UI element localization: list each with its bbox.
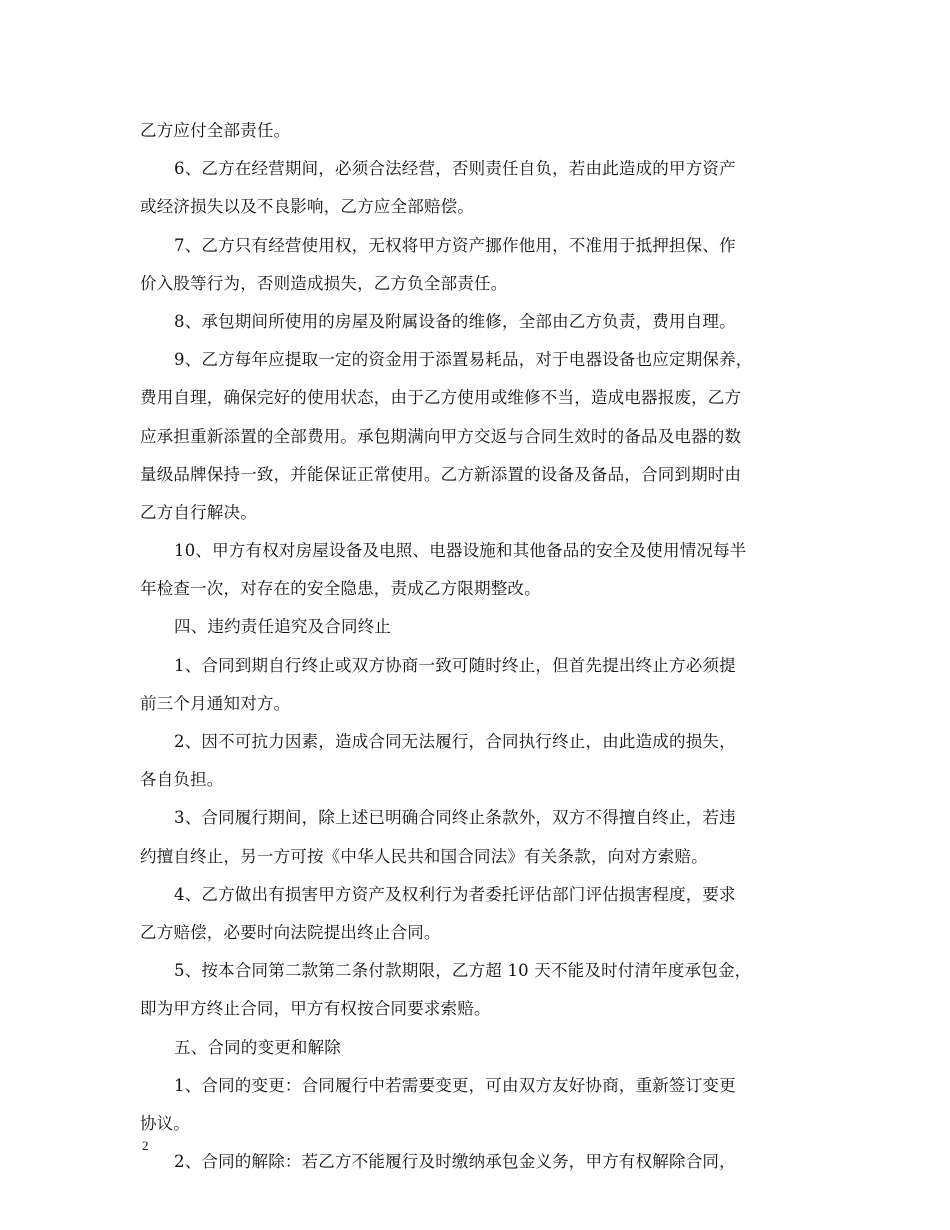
text-line: 年检查一次，对存在的安全隐患，责成乙方限期整改。 bbox=[140, 579, 541, 599]
text-line: 乙方自行解决。 bbox=[140, 502, 257, 522]
text-line: 4、乙方做出有损害甲方资产及权利行为者委托评估部门评估损害程度，要求 bbox=[174, 884, 736, 904]
text-line: 价入股等行为，否则造成损失，乙方负全部责任。 bbox=[140, 273, 508, 293]
text-line: 量级品牌保持一致，并能保证正常使用。乙方新添置的设备及备品，合同到期时由 bbox=[140, 464, 742, 484]
text-line: 3、合同履行期间，除上述已明确合同终止条款外，双方不得擅自终止，若违 bbox=[174, 808, 736, 828]
text-line: 协议。 bbox=[140, 1113, 191, 1133]
text-line: 前三个月通知对方。 bbox=[140, 693, 291, 713]
text-line: 1、合同到期自行终止或双方协商一致可随时终止，但首先提出终止方必须提 bbox=[174, 655, 736, 675]
text-line: 5、按本合同第二款第二条付款期限，乙方超 10 天不能及时付清年度承包金， bbox=[174, 961, 752, 981]
text-line: 10、甲方有权对房屋设备及电照、电器设施和其他备品的安全及使用情况每半 bbox=[174, 541, 747, 561]
page-number: 2 bbox=[142, 1138, 149, 1153]
text-line: 9、乙方每年应提取一定的资金用于添置易耗品，对于电器设备也应定期保养， bbox=[174, 350, 753, 370]
text-line: 或经济损失以及不良影响，乙方应全部赔偿。 bbox=[140, 197, 474, 217]
text-line: 五、合同的变更和解除 bbox=[174, 1037, 341, 1057]
text-line: 乙方应付全部责任。 bbox=[140, 121, 291, 140]
text-line: 2、因不可抗力因素，造成合同无法履行，合同执行终止，由此造成的损失， bbox=[174, 732, 736, 751]
text-line: 应承担重新添置的全部费用。承包期满向甲方交返与合同生效时的备品及电器的数 bbox=[140, 426, 742, 446]
text-line: 乙方赔偿，必要时向法院提出终止合同。 bbox=[140, 922, 441, 942]
text-line: 即为甲方终止合同，甲方有权按合同要求索赔。 bbox=[140, 999, 491, 1019]
text-line: 四、违约责任追究及合同终止 bbox=[174, 617, 392, 637]
text-line: 6、乙方在经营期间，必须合法经营，否则责任自负，若由此造成的甲方资产 bbox=[174, 159, 736, 179]
contract-body-text bbox=[140, 112, 812, 1181]
document-page bbox=[140, 112, 812, 1181]
text-line: 1、合同的变更：合同履行中若需要变更，可由双方友好协商，重新签订变更 bbox=[174, 1075, 736, 1095]
text-line: 7、乙方只有经营使用权，无权将甲方资产挪作他用，不准用于抵押担保、作 bbox=[174, 235, 736, 255]
text-line: 各自负担。 bbox=[140, 770, 224, 790]
text-line: 8、承包期间所使用的房屋及附属设备的维修，全部由乙方负责，费用自理。 bbox=[174, 311, 736, 331]
text-line: 2、合同的解除：若乙方不能履行及时缴纳承包金义务，甲方有权解除合同， bbox=[174, 1152, 736, 1172]
text-line: 费用自理，确保完好的使用状态，由于乙方使用或维修不当，造成电器报废，乙方 bbox=[140, 388, 742, 408]
text-line: 约擅自终止，另一方可按《中华人民共和国合同法》有关条款，向对方索赔。 bbox=[140, 846, 708, 866]
